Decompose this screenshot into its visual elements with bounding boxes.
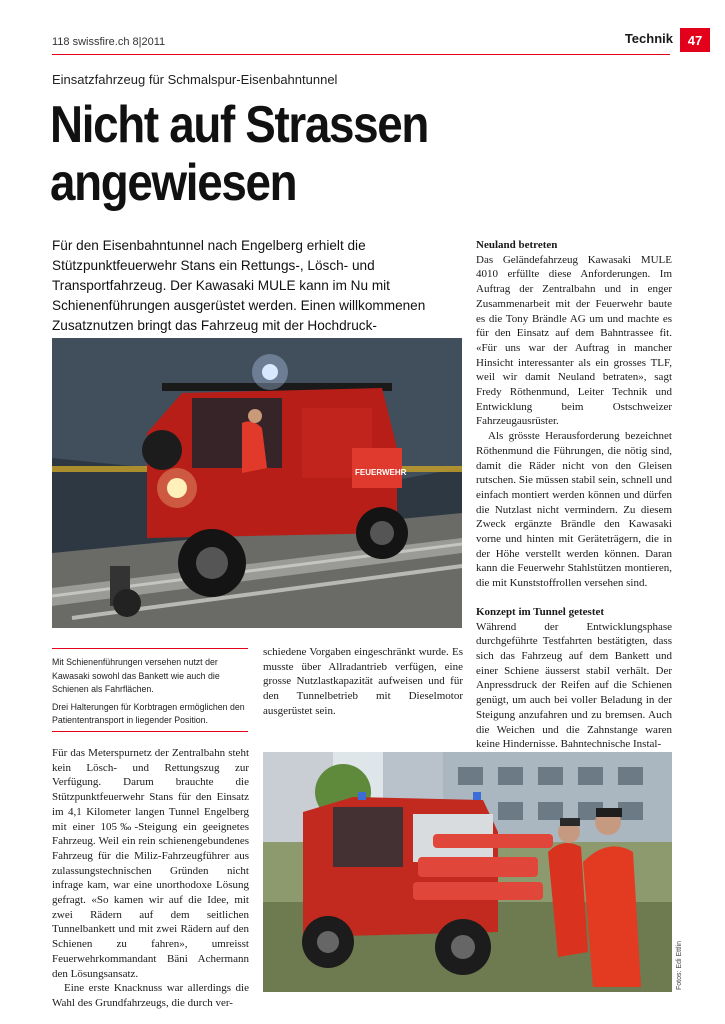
header-divider <box>52 54 670 55</box>
issue-info: 118 swissfire.ch 8|2011 <box>52 36 166 48</box>
body-column-left <box>52 746 249 1011</box>
body-left-paragraph-2: Eine erste Knacknuss war allerdings die Wahl des Grundfahrzeugs, die durch ver- <box>52 982 249 1009</box>
body-column-middle <box>263 645 463 719</box>
caption-divider-bottom <box>52 731 248 732</box>
body-left-paragraph-1: Für das Meterspurnetz der Zentralbahn steht kein Lösch- und Rettungszug zur Verfügung. Darum brauchte die Stützpunktfeuerwehr Stans für den Einsatz im 4,1 Kilometer langen Tunnel Engelberg mit einer 105‰-Steigung ein geeignetes Fahrzeug. Weil ein rein schienengebundenes Fahrzeug für die Miliz-Fahrzeugführer aus zulassungstechnischen Gründen nicht infrage kam, war eine unorthodoxe Lösung gefragt. «So kamen wir auf die Idee, mit zwei Rädern auf dem seitlichen Tunnelbankett und mit zwei Rädern auf den Schienen zu fahren», umreisst Feuerwehrkommandant Bäni Achermann den Lösungsansatz. <box>52 747 249 980</box>
outdoor-vehicle-photo <box>263 752 672 992</box>
body-right-paragraph-3: Während der Entwicklungsphase durchgeführte Testfahrten bestätigten, dass sich das Fahrzeug auf dem Bankett und einer Schiene äusserst stabil verhält. Der Anpressdruck der Reifen auf die Schienen genügt, um auch bei voller Beladung in der Steigung anzufahren und zu bremsen. Auch die Weichen und die Zahnstange waren keine Hindernisse. Bahntechnische Instal- <box>476 620 672 751</box>
photo-credit: Fotos: Edi Ettlin <box>676 940 683 990</box>
tunnel-vehicle-illustration <box>52 338 462 628</box>
caption-1: Mit Schienenführungen versehen nutzt der Kawasaki sowohl das Bankett wie auch die Schienen als Fahrflächen. <box>52 657 220 695</box>
article-kicker: Einsatzfahrzeug für Schmalspur-Eisenbahntunnel <box>52 72 338 87</box>
caption-divider-top <box>52 648 248 649</box>
photo-captions <box>52 656 248 728</box>
headline-line-1: Nicht auf Strassen <box>50 96 429 154</box>
body-mid-paragraph-1: schiedene Vorgaben eingeschränkt wurde. Es musste über Allradantrieb verfügen, eine grosse Nutzlastkapazität aufweisen und für den Tunnelbetrieb mit Dieselmotor ausgerüstet sein. <box>263 646 463 717</box>
section-label: Technik <box>624 31 673 46</box>
caption-2: Drei Halterungen für Korbtragen ermöglichen den Patiententransport in liegender Position. <box>52 701 245 726</box>
outdoor-vehicle-illustration <box>263 752 672 992</box>
body-right-paragraph-1: Das Geländefahrzeug Kawasaki MULE 4010 erfüllte diese Anforderungen. Im Auftrag der Zentralbahn und in enger Zusammenarbeit mit der Feuerwehr baute es die Tony Brändle AG um und machte es für den Einsatz auf dem Bahntrassee fit. «Für uns war der Auftrag in mancher Hinsicht interessanter als ein grosses TLF, weil wir damit Neuland betraten», sagt Fredy Röthenmund, Leiter Technik und Entwicklung beim Ostschweizer Fahrzeugausrüster. <box>476 253 672 428</box>
tunnel-vehicle-photo <box>52 338 462 628</box>
paragraph-spacer <box>476 591 672 605</box>
article-lead: Für den Eisenbahntunnel nach Engelberg erhielt die Stützpunktfeuerwehr Stans ein Rettungs-, Lösch- und Transportfahrzeug. Der Kawasaki MULE kann im Nu mit Schienenführungen ausgerüstet werden. Einen willkommenen Zusatznutzen bringt das Fahrzeug mit der Hochdruck- <box>52 238 426 333</box>
subheading-neuland: Neuland betreten <box>476 239 558 251</box>
vehicle-sign: FEUERWEHR <box>355 468 407 477</box>
headline-line-2: angewiesen <box>50 154 297 212</box>
subheading-konzept: Konzept im Tunnel getestet <box>476 605 605 618</box>
article-headline <box>50 96 596 212</box>
body-column-right <box>476 238 672 752</box>
page-number: 47 <box>680 28 710 52</box>
body-right-paragraph-2: Als grösste Herausforderung bezeichnet Röthenmund die Führungen, die nötig sind, damit die Räder nicht von den Gleisen rutschen. Sie müssen stabil sein, schnell und einfach montiert werden können und dürfen die Nutzlast nicht vermindern. Zu diesem Zweck ergänzte Brändle den Kawasaki vorne und hinten mit Geräteträgern, die in der Höhe verstellt werden können. Daran kann die Feuerwehr Stahlstützen montieren, die mit Kunststoffrollen versehen sind. <box>476 430 672 590</box>
